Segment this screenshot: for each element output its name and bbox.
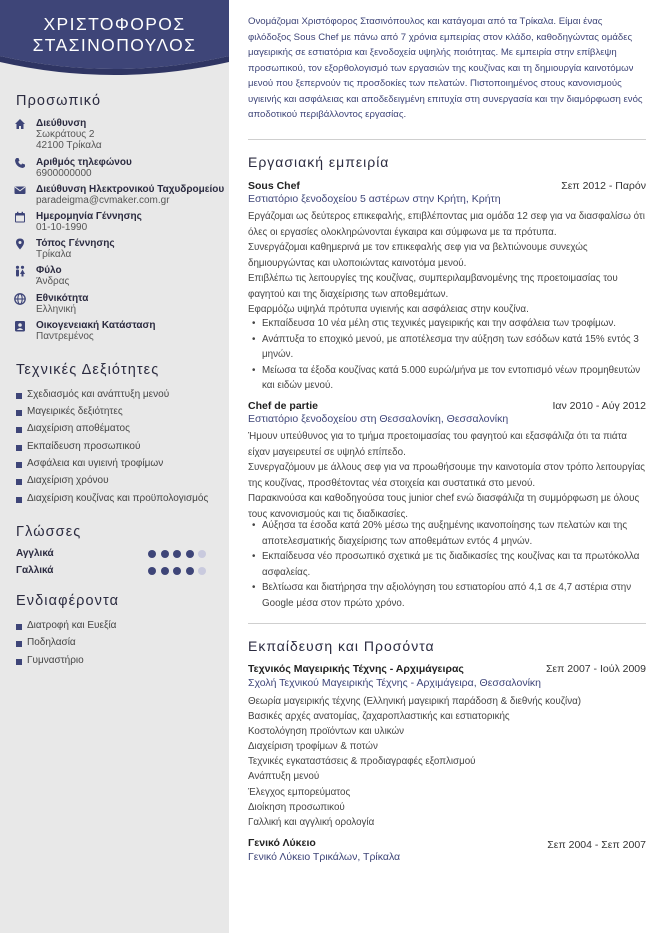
bullet-square-icon <box>16 427 22 433</box>
marital-status-value: Παντρεμένος <box>36 331 94 342</box>
profile-summary: Ονομάζομαι Χριστόφορος Στασινόπουλος και κατάγομαι από τα Τρίκαλα. Είμαι ένας φιλόδοξος Sous Chef με πάνω από 7 χρόνια εμπειρίας στον κλάδο, καθοδηγώντας ομάδες μαγειρικής σε εστιατόρια και ξενοδοχεία υψηλής ποιότητας. Με εμπειρία στην επίβλεψη προσωπικού, τον εξορθολογισμό των εργασιών της κουζίνας και τη δημιουργία καινοτόμων μενού που ξεπερνούν τις προσδοκίες των πελατών. Πιστοποιημένος στους κανονισμούς υγιεινής και ασφάλειας και αποδεδειγμένη επιτυχία στη συνεργασία και την διαμόρφωση ενός αποδοτικού περιβάλλοντος εργασίας. <box>248 16 643 120</box>
subject-line: Έλεγχος εμπορεύματος <box>248 786 351 798</box>
email-icon <box>14 184 26 196</box>
address-line2: 42100 Τρίκαλα <box>36 140 102 151</box>
address-label: Διεύθυνση <box>36 118 87 129</box>
email-label: Διεύθυνση Ηλεκτρονικού Ταχυδρομείου <box>36 184 225 195</box>
achievement-item: • Αύξησα τα έσοδα κατά 20% μέσω της αυξημένης ικανοποίησης των πελατών και της αποτελεσματικής διαχείρισης των αποθεμάτων εντός 4 μηνών. <box>248 518 646 549</box>
job-description-paragraph: Εργάζομαι ως δεύτερος επικεφαλής, επιβλέποντας μια ομάδα 12 σεφ για να διασφαλίσω ότι όλες οι εργασίες ολοκληρώνονται έγκαιρα και σύμφωνα με τα πρότυπα. <box>248 211 645 238</box>
subject-line: Ανάπτυξη μενού <box>248 771 320 783</box>
job-description-paragraph: Παρακινούσα και καθοδηγούσα τους junior chef ενώ διασφάλιζα τη συμμόρφωση με όλους τους κανονισμούς και τις διαδικασίες. <box>248 493 640 520</box>
personal-heading: Προσωπικό <box>16 93 102 109</box>
full-name <box>0 14 229 56</box>
skill-item <box>16 389 226 403</box>
birthplace-value: Τρίκαλα <box>36 249 72 260</box>
subject-line: Τεχνικές εγκαταστάσεις & προδιαγραφές εξοπλισμού <box>248 756 476 768</box>
job-employer: Εστιατόριο ξενοδοχείου στη Θεσσαλονίκη, Θεσσαλονίκη <box>248 413 509 425</box>
skill-item <box>16 423 226 437</box>
birthplace-label: Τόπος Γέννησης <box>36 238 115 249</box>
birthdate-label: Ημερομηνία Γέννησης <box>36 211 142 222</box>
job-employer: Εστιατόριο ξενοδοχείου 5 αστέρων στην Κρήτη, Κρήτη <box>248 193 501 205</box>
job-description <box>248 429 646 522</box>
gender-value: Άνδρας <box>36 276 70 287</box>
divider <box>248 623 646 624</box>
language-name: Αγγλικά <box>16 548 54 559</box>
skill-text: Εκπαίδευση προσωπικού <box>27 441 141 452</box>
interest-text: Διατροφή και Ευεξία <box>27 620 117 631</box>
skill-text: Διαχείριση κουζίνας και προϋπολογισμός <box>27 493 209 504</box>
phone-value: 6900000000 <box>36 168 92 179</box>
location-pin-icon <box>14 238 26 250</box>
subject-line: Κοστολόγηση προϊόντων και υλικών <box>248 726 405 738</box>
job-description <box>248 209 646 318</box>
gender-icon <box>14 265 26 277</box>
bullet-square-icon <box>16 659 22 665</box>
nationality-value: Ελληνική <box>36 304 77 315</box>
achievement-item: • Ανάπτυξα το εποχικό μενού, με αποτέλεσμα την αύξηση των εσόδων κατά 15% εντός 3 μηνών. <box>248 332 646 363</box>
job-title: Sous Chef <box>248 180 300 192</box>
level-dot <box>173 550 181 558</box>
level-dot <box>198 567 206 575</box>
level-dot <box>161 550 169 558</box>
job-achievements <box>248 518 646 611</box>
level-dot <box>161 567 169 575</box>
job-description-paragraph: Ήμουν υπεύθυνος για το τμήμα προετοιμασίας του φαγητού και εξασφάλιζα ότι τα πιάτα είχαν μαγειρευτεί σε υψηλό επίπεδο. <box>248 431 627 458</box>
education-institution: Γενικό Λύκειο Τρικάλων, Τρίκαλα <box>248 851 401 863</box>
education-title: Γενικό Λύκειο <box>248 837 316 849</box>
bullet-square-icon <box>16 641 22 647</box>
phone-label: Αριθμός τηλεφώνου <box>36 157 132 168</box>
level-dot <box>148 550 156 558</box>
job-description-paragraph: Συνεργάζομαι καθημερινά με τον επικεφαλής σεφ για να βελτιώνουμε συνεχώς δημιουργώντας και υλοποιώντας καινοτόμα μενού. <box>248 242 588 269</box>
address-value <box>36 129 102 151</box>
calendar-icon <box>14 211 26 223</box>
achievement-item: • Εκπαίδευσα νέο προσωπικό σχετικά με τις διαδικασίες της κουζίνας και τα πρωτόκολλα ασφαλείας. <box>248 549 646 580</box>
level-dot <box>186 567 194 575</box>
last-name: ΣΤΑΣΙΝΟΠΟΥΛΟΣ <box>32 35 197 55</box>
bullet-square-icon <box>16 479 22 485</box>
achievement-item: • Μείωσα τα έξοδα κουζίνας κατά 5.000 ευρώ/μήνα με τον εντοπισμό νέων προμηθευτών και ειδών μενού. <box>248 363 646 394</box>
subject-line: Διοίκηση προσωπικού <box>248 801 345 813</box>
name-banner <box>0 0 229 75</box>
phone-icon <box>14 157 26 169</box>
language-name: Γαλλικά <box>16 565 54 576</box>
job-description-paragraph: Εφαρμόζω υψηλά πρότυπα υγιεινής και ασφάλειας στην κουζίνα. <box>248 304 529 315</box>
job-date: Σεπ 2012 - Παρόν <box>561 180 646 192</box>
bullet-square-icon <box>16 410 22 416</box>
interests-heading: Ενδιαφέροντα <box>16 593 120 609</box>
level-dot <box>186 550 194 558</box>
subject-line: Θεωρία μαγειρικής τέχνης (Ελληνική μαγειρική παράδοση & διεθνής κουζίνα) <box>248 696 582 707</box>
job-achievements <box>248 316 646 394</box>
experience-heading: Εργασιακή εμπειρία <box>248 154 390 170</box>
sidebar <box>0 0 229 933</box>
interest-item <box>16 637 226 651</box>
nationality-label: Εθνικότητα <box>36 293 89 304</box>
marital-status-label: Οικογενειακή Κατάσταση <box>36 320 156 331</box>
bullet-square-icon <box>16 462 22 468</box>
education-title: Τεχνικός Μαγειρικής Τέχνης - Αρχιμάγειρας <box>248 663 464 675</box>
level-dot <box>173 567 181 575</box>
interest-text: Ποδηλασία <box>27 637 76 648</box>
skill-text: Ασφάλεια και υγιεινή τροφίμων <box>27 458 164 469</box>
first-name: ΧΡΙΣΤΟΦΟΡΟΣ <box>43 14 186 34</box>
globe-icon <box>14 293 26 305</box>
id-badge-icon <box>14 320 26 332</box>
subject-line: Διαχείριση τροφίμων & ποτών <box>248 741 378 753</box>
skill-text: Διαχείριση αποθέματος <box>27 423 130 434</box>
language-item <box>16 548 211 562</box>
education-heading: Εκπαίδευση και Προσόντα <box>248 638 435 654</box>
job-description-paragraph: Συνεργαζόμουν με άλλους σεφ για να προωθήσουμε την καινοτομία στον τρόπο λειτουργίας της κουζίνας, προσθέτοντας νέα στοιχεία και συστατικά στο μενού. <box>248 462 645 489</box>
education-date: Σεπ 2007 - Ιούλ 2009 <box>545 663 646 675</box>
languages-heading: Γλώσσες <box>16 524 82 540</box>
divider <box>248 139 646 140</box>
gender-label: Φύλο <box>36 265 62 276</box>
bullet-square-icon <box>16 445 22 451</box>
skill-item <box>16 406 226 420</box>
subject-line: Βασικές αρχές ανατομίας, ζαχαροπλαστικής και εστιατορικής <box>248 711 510 723</box>
interest-item <box>16 620 226 634</box>
job-description-paragraph: Επιβλέπω τις λειτουργίες της κουζίνας, συμπεριλαμβανομένης της προετοιμασίας του φαγητού και της διαχείρισης των αποθεμάτων. <box>248 273 618 300</box>
skill-item <box>16 493 226 507</box>
language-item <box>16 565 211 579</box>
skills-heading: Τεχνικές Δεξιότητες <box>16 362 160 378</box>
job-title: Chef de partie <box>248 400 319 412</box>
bullet-square-icon <box>16 624 22 630</box>
bullet-square-icon <box>16 393 22 399</box>
job-date: Ιαν 2010 - Αύγ 2012 <box>552 400 646 412</box>
skill-item <box>16 441 226 455</box>
education-subjects <box>248 694 646 830</box>
interest-text: Γυμναστήριο <box>27 655 84 666</box>
address-line1: Σωκράτους 2 <box>36 129 95 140</box>
level-dot <box>198 550 206 558</box>
education-date: Σεπ 2004 - Σεπ 2007 <box>547 839 646 851</box>
skill-text: Μαγειρικές δεξιότητες <box>27 406 123 417</box>
skill-text: Διαχείριση χρόνου <box>27 475 109 486</box>
achievement-item: • Εκπαίδευσα 10 νέα μέλη στις τεχνικές μαγειρικής και την ασφάλεια των τροφίμων. <box>248 316 646 332</box>
interest-item <box>16 655 226 669</box>
subject-line: Γαλλική και αγγλική ορολογία <box>248 816 375 828</box>
education-institution: Σχολή Τεχνικού Μαγειρικής Τέχνης - Αρχιμάγειρα, Θεσσαλονίκη <box>248 677 542 689</box>
achievement-item: • Βελτίωσα και διατήρησα την αξιολόγηση του εστιατορίου από 4,1 σε 4,7 αστέρια στην Google μέσα στον πρώτο χρόνο. <box>248 580 646 611</box>
birthdate-value: 01-10-1990 <box>36 222 88 233</box>
email-value: paradeigma@cvmaker.com.gr <box>36 195 170 206</box>
home-icon <box>14 118 26 130</box>
level-dot <box>148 567 156 575</box>
bullet-square-icon <box>16 497 22 503</box>
skill-text: Σχεδιασμός και ανάπτυξη μενού <box>27 389 170 400</box>
skill-item <box>16 475 226 489</box>
skill-item <box>16 458 226 472</box>
